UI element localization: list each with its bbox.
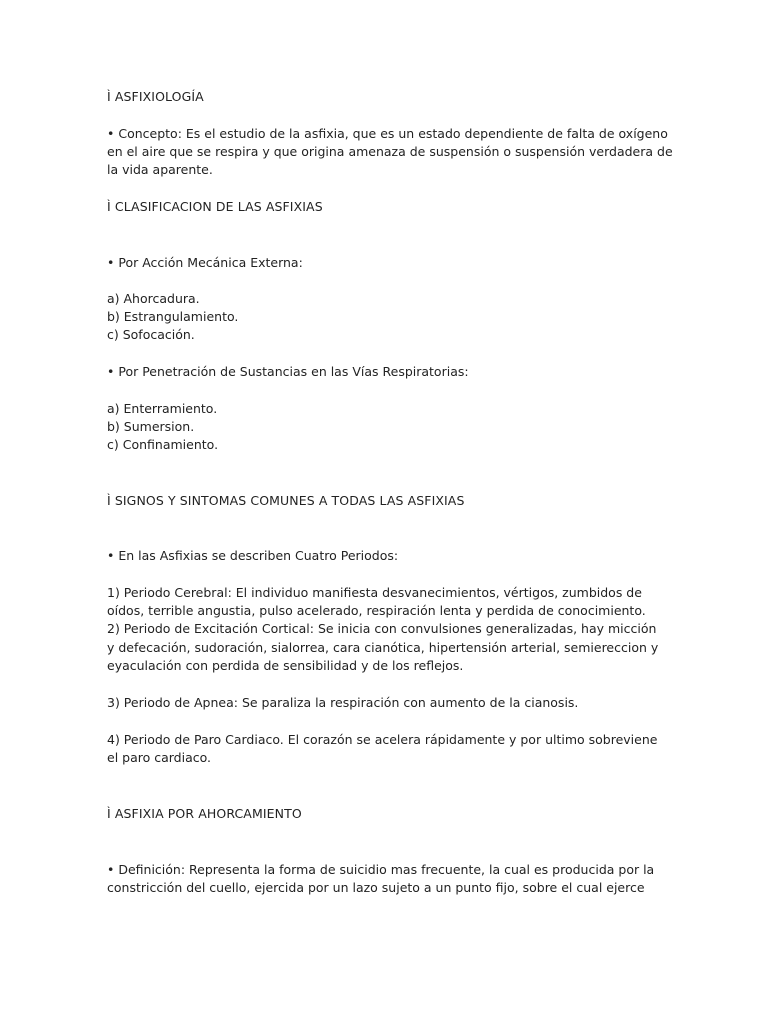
external-action-title: • Por Acción Mecánica Externa: bbox=[107, 255, 303, 270]
period-3: 3) Periodo de Apnea: Se paraliza la respiración con aumento de la cianosis. bbox=[107, 695, 579, 710]
list-item: a) Enterramiento. bbox=[107, 401, 218, 416]
period-2-line-1: 2) Periodo de Excitación Cortical: Se inicia con convulsiones generalizadas, hay micción bbox=[107, 621, 657, 636]
heading-ahorcamiento: Ì ASFIXIA POR AHORCAMIENTO bbox=[107, 806, 302, 821]
list-item: b) Estrangulamiento. bbox=[107, 309, 239, 324]
heading-clasificacion: Ì CLASIFICACION DE LAS ASFIXIAS bbox=[107, 199, 323, 214]
periods-intro: • En las Asfixias se describen Cuatro Periodos: bbox=[107, 548, 399, 563]
concept-line-1: • Concepto: Es el estudio de la asfixia, que es un estado dependiente de falta de oxígeno bbox=[107, 126, 668, 141]
definition-line-2: constricción del cuello, ejercida por un lazo sujeto a un punto fijo, sobre el cual ejerce bbox=[107, 880, 645, 895]
heading-signos-sintomas: Ì SIGNOS Y SINTOMAS COMUNES A TODAS LAS ASFIXIAS bbox=[107, 493, 465, 508]
heading-asfixiologia: Ì ASFIXIOLOGÍA bbox=[107, 89, 204, 104]
period-1-line-1: 1) Periodo Cerebral: El individuo manifiesta desvanecimientos, vértigos, zumbidos de bbox=[107, 585, 642, 600]
penetration-title: • Por Penetración de Sustancias en las Vías Respiratorias: bbox=[107, 364, 469, 379]
concept-line-2: en el aire que se respira y que origina amenaza de suspensión o suspensión verdadera de bbox=[107, 144, 673, 159]
list-item: b) Sumersion. bbox=[107, 419, 195, 434]
period-2-line-3: eyaculación con perdida de sensibilidad y de los reflejos. bbox=[107, 658, 464, 673]
period-4-line-2: el paro cardiaco. bbox=[107, 750, 212, 765]
period-2-line-2: y defecación, sudoración, sialorrea, cara cianótica, hipertensión arterial, semiereccion y bbox=[107, 640, 659, 655]
list-item: a) Ahorcadura. bbox=[107, 291, 200, 306]
definition-line-1: • Definición: Representa la forma de suicidio mas frecuente, la cual es producida por la bbox=[107, 862, 655, 877]
period-1-line-2: oídos, terrible angustia, pulso acelerado, respiración lenta y perdida de conocimiento. bbox=[107, 603, 646, 618]
list-item: c) Confinamiento. bbox=[107, 437, 219, 452]
concept-line-3: la vida aparente. bbox=[107, 162, 213, 177]
period-4-line-1: 4) Periodo de Paro Cardiaco. El corazón se acelera rápidamente y por ultimo sobreviene bbox=[107, 732, 658, 747]
list-item: c) Sofocación. bbox=[107, 327, 195, 342]
